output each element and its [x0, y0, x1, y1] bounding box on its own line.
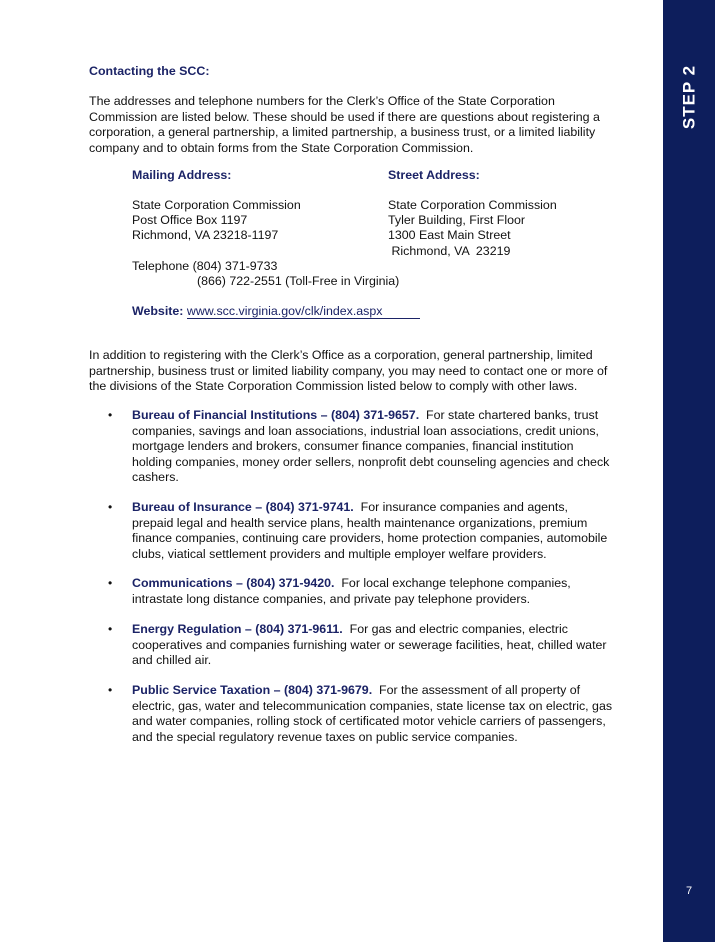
- divisions-intro-line: partnership, business trust or limited liability company, you may need to contact one or more of: [89, 363, 608, 378]
- mailing-address-label: Mailing Address:: [132, 168, 232, 182]
- list-item-text: [132, 683, 612, 745]
- division-title: Communications – (804) 371-9420.: [132, 576, 335, 590]
- division-description-line: finance companies, continuing care providers, home protection companies, automobile: [132, 531, 608, 545]
- division-description-line: cooperatives and companies furnishing water or sewerage facilities, heat, chilled water: [132, 637, 607, 652]
- division-description-line: mortgage lenders and brokers, consumer finance companies, financial institution: [132, 439, 574, 453]
- division-description-line: holding companies, money order sellers, nonprofit debt counseling agencies and check: [132, 454, 610, 469]
- bullet-icon: •: [108, 683, 113, 697]
- telephone-number: Telephone (804) 371-9733: [132, 259, 278, 273]
- division-title: Energy Regulation – (804) 371-9611.: [132, 622, 343, 636]
- contact-intro-line: The addresses and telephone numbers for the Clerk’s Office of the State Corporation: [89, 94, 555, 108]
- contact-intro-line: company and to obtain forms from the State Corporation Commission.: [89, 140, 474, 155]
- division-description: For local exchange telephone companies,: [334, 576, 571, 590]
- division-title: Public Service Taxation – (804) 371-9679.: [132, 683, 373, 697]
- division-title: Bureau of Financial Institutions – (804) 371-9657.: [132, 408, 420, 422]
- bullet-icon: •: [108, 408, 113, 422]
- street-address-line: State Corporation Commission: [388, 198, 557, 212]
- street-address-line: Tyler Building, First Floor: [388, 213, 526, 227]
- bullet-icon: •: [108, 500, 113, 514]
- street-address-line: 1300 East Main Street: [388, 228, 511, 242]
- list-item-text: [132, 576, 571, 607]
- division-description-line: and chilled air.: [132, 653, 212, 667]
- street-address-line: Richmond, VA 23219: [388, 244, 511, 258]
- division-description-line: and water companies, rolling stock of certificated motor vehicle carriers of passengers,: [132, 714, 606, 728]
- step-label: STEP 2: [679, 64, 699, 130]
- step-sidebar: [663, 0, 715, 942]
- website-label: Website:: [132, 304, 184, 318]
- website-row: [132, 304, 420, 320]
- division-description-line: cashers.: [132, 470, 179, 484]
- division-description-line: electric, gas, water and telecommunication companies, state license tax on electric, gas: [132, 698, 613, 713]
- division-title: Bureau of Insurance – (804) 371-9741.: [132, 500, 354, 514]
- street-address-label: Street Address:: [388, 168, 480, 182]
- website-link[interactable]: www.scc.virginia.gov/clk/index.aspx: [187, 304, 421, 319]
- bullet-icon: •: [108, 622, 113, 636]
- division-description-line: clubs, viatical settlement providers and multiple employer welfare providers.: [132, 546, 547, 561]
- contact-intro-line: Commission are listed below. These should be used if there are questions about registering a: [89, 109, 600, 124]
- division-description: For gas and electric companies, electric: [342, 622, 568, 636]
- division-description-line: intrastate long distance companies, and private pay telephone providers.: [132, 591, 531, 606]
- mailing-address-line: State Corporation Commission: [132, 198, 301, 212]
- contact-intro-line: corporation, a general partnership, a limited partnership, a business trust, or a limited liability: [89, 125, 596, 139]
- division-description-line: prepaid legal and health service plans, health maintenance organizations, premium: [132, 515, 588, 530]
- contact-intro-paragraph: [89, 94, 649, 156]
- mailing-address-line: Richmond, VA 23218-1197: [132, 228, 279, 242]
- division-description-line: and the special regulatory revenue taxes on public service companies.: [132, 729, 518, 744]
- division-description: For state chartered banks, trust: [419, 408, 599, 422]
- list-item-text: [132, 500, 607, 562]
- division-description-line: companies, savings and loan associations, industrial loan associations, credit unions,: [132, 423, 599, 438]
- page-number: 7: [685, 885, 693, 897]
- contact-heading: Contacting the SCC:: [89, 64, 210, 78]
- list-item-text: [132, 622, 607, 669]
- division-description: For the assessment of all property of: [372, 683, 581, 697]
- divisions-intro-paragraph: [89, 348, 649, 395]
- list-item-text: [132, 408, 609, 486]
- bullet-icon: •: [108, 576, 113, 590]
- divisions-intro-line: the divisions of the State Corporation Commission listed below to comply with other laws.: [89, 379, 578, 393]
- tollfree-number: (866) 722-2551 (Toll-Free in Virginia): [197, 274, 400, 288]
- divisions-intro-line: In addition to registering with the Clerk’s Office as a corporation, general partnership, limited: [89, 348, 593, 362]
- mailing-address-line: Post Office Box 1197: [132, 213, 248, 227]
- division-description: For insurance companies and agents,: [353, 500, 568, 514]
